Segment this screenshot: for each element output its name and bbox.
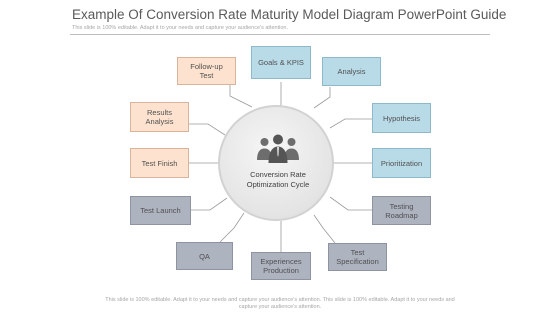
node-prioritization: Prioritization [372,148,431,178]
connector-test-launch [191,198,227,210]
connector-analysis [314,87,330,108]
connector-testing-roadmap [330,197,372,210]
node-analysis: Analysis [322,57,381,86]
footer-line2: capture your audience's attention. [238,304,322,310]
center-label-line1: Conversion Rate [250,170,306,179]
node-test-launch: Test Launch [130,196,191,225]
node-results-analysis: Results Analysis [130,102,189,132]
slide-title: Example Of Conversion Rate Maturity Model Diagram PowerPoint Guide [72,7,507,22]
node-follow-up-test: Follow-up Test [177,57,236,85]
connector-hypothesis [330,119,372,128]
node-test-specification: Test Specification [328,243,387,271]
node-test-finish: Test Finish [130,148,189,178]
connector-test-specification [314,215,335,243]
connector-results-analysis [188,124,225,135]
node-qa: QA [176,242,233,270]
node-experiences-production: Experiences Production [251,252,311,280]
center-label [226,170,330,189]
connector-qa [220,213,244,242]
node-testing-roadmap: Testing Roadmap [372,196,431,225]
node-hypothesis: Hypothesis [372,103,431,133]
slide-subtitle: This slide is 100% editable. Adapt it to your needs and capture your audience's attention. [72,25,288,31]
connector-follow-up-test [230,82,252,107]
node-goals-kpis: Goals & KPIS [251,46,311,79]
people-group-icon [256,133,300,165]
slide-footer [60,297,500,311]
footer-line1: This slide is 100% editable. Adapt it to your needs and capture your audience's attention. This slide is 100% editable. Adapt it to your needs and [105,297,455,303]
center-label-line2: Optimization Cycle [246,179,310,189]
